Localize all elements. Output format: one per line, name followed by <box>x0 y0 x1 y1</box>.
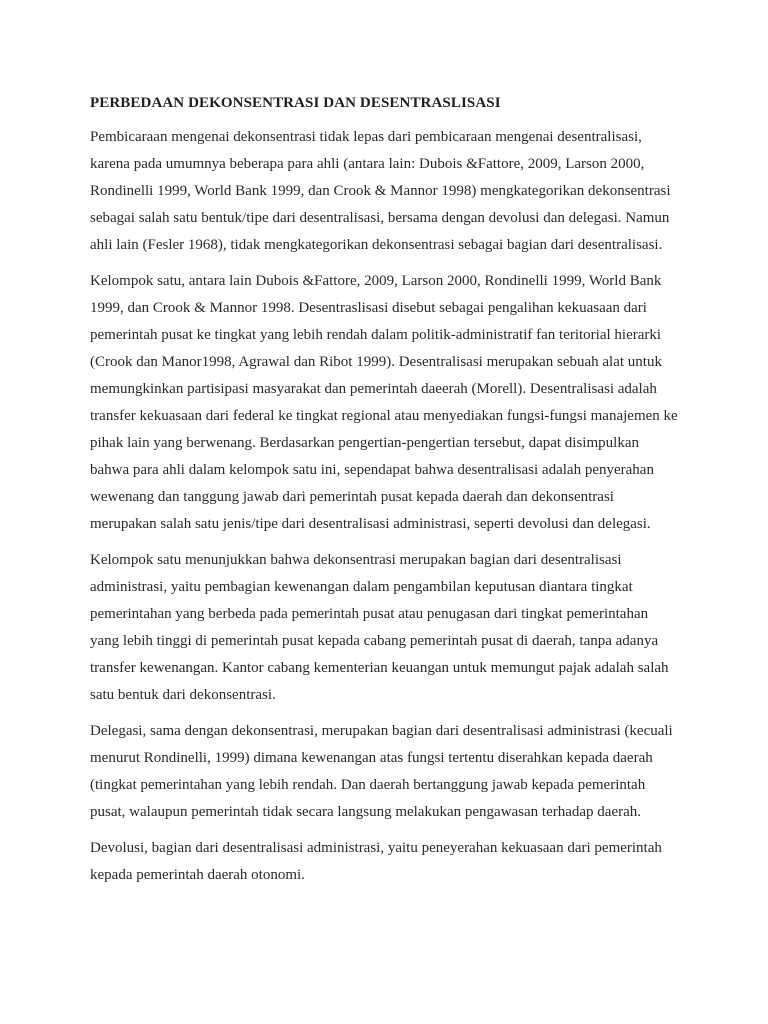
paragraph-3: Kelompok satu menunjukkan bahwa dekonsentrasi merupakan bagian dari desentralisasi administrasi, yaitu pembagian kewenangan dalam pengambilan keputusan diantara tingkat pemerintahan yang berbeda pada pemerintah pusat atau penugasan dari tingkat pemerintahan yang lebih tinggi di pemerintah pusat kepada cabang pemerintah pusat di daerah, tanpa adanya transfer kewenangan. Kantor cabang kementerian keuangan untuk memungut pajak adalah salah satu bentuk dari dekonsentrasi. <box>90 552 669 703</box>
paragraph-2: Kelompok satu, antara lain Dubois &Fattore, 2009, Larson 2000, Rondinelli 1999, World Bank 1999, dan Crook & Mannor 1998. Desentraslisasi disebut sebagai pengalihan kekuasaan dari pemerintah pusat ke tingkat yang lebih rendah dalam politik-administratif fan teritorial hierarki (Crook dan Manor1998, Agrawal dan Ribot 1999). Desentralisasi merupakan sebuah alat untuk memungkinkan partisipasi masyarakat dan pemerintah daeerah (Morell). Desentralisasi adalah transfer kekuasaan dari federal ke tingkat regional atau menyediakan fungsi-fungsi manajemen ke pihak lain yang berwenang. Berdasarkan pengertian-pengertian tersebut, dapat disimpulkan bahwa para ahli dalam kelompok satu ini, sependapat bahwa desentralisasi adalah penyerahan wewenang dan tanggung jawab dari pemerintah pusat kepada daerah dan dekonsentrasi merupakan salah satu jenis/tipe dari desentralisasi administrasi, seperti devolusi dan delegasi. <box>90 273 678 532</box>
document-body <box>90 92 680 898</box>
paragraph-4: Delegasi, sama dengan dekonsentrasi, merupakan bagian dari desentralisasi administrasi (kecuali menurut Rondinelli, 1999) dimana kewenangan atas fungsi tertentu diserahkan kepada daerah (tingkat pemerintahan yang lebih rendah. Dan daerah bertanggung jawab kepada pemerintah pusat, walaupun pemerintah tidak secara langsung melakukan pengawasan terhadap daerah. <box>90 723 673 820</box>
paragraph-1: Pembicaraan mengenai dekonsentrasi tidak lepas dari pembicaraan mengenai desentralisasi, karena pada umumnya beberapa para ahli (antara lain: Dubois &Fattore, 2009, Larson 2000, Rondinelli 1999, World Bank 1999, dan Crook & Mannor 1998) mengkategorikan dekonsentrasi sebagai salah satu bentuk/tipe dari desentralisasi, bersama dengan devolusi dan delegasi. Namun ahli lain (Fesler 1968), tidak mengkategorikan dekonsentrasi sebagai bagian dari desentralisasi. <box>90 129 671 253</box>
paragraph-5: Devolusi, bagian dari desentralisasi administrasi, yaitu peneyerahan kekuasaan dari pemerintah kepada pemerintah daerah otonomi. <box>90 840 662 883</box>
document-title: PERBEDAAN DEKONSENTRASI DAN DESENTRASLISASI <box>90 95 501 111</box>
